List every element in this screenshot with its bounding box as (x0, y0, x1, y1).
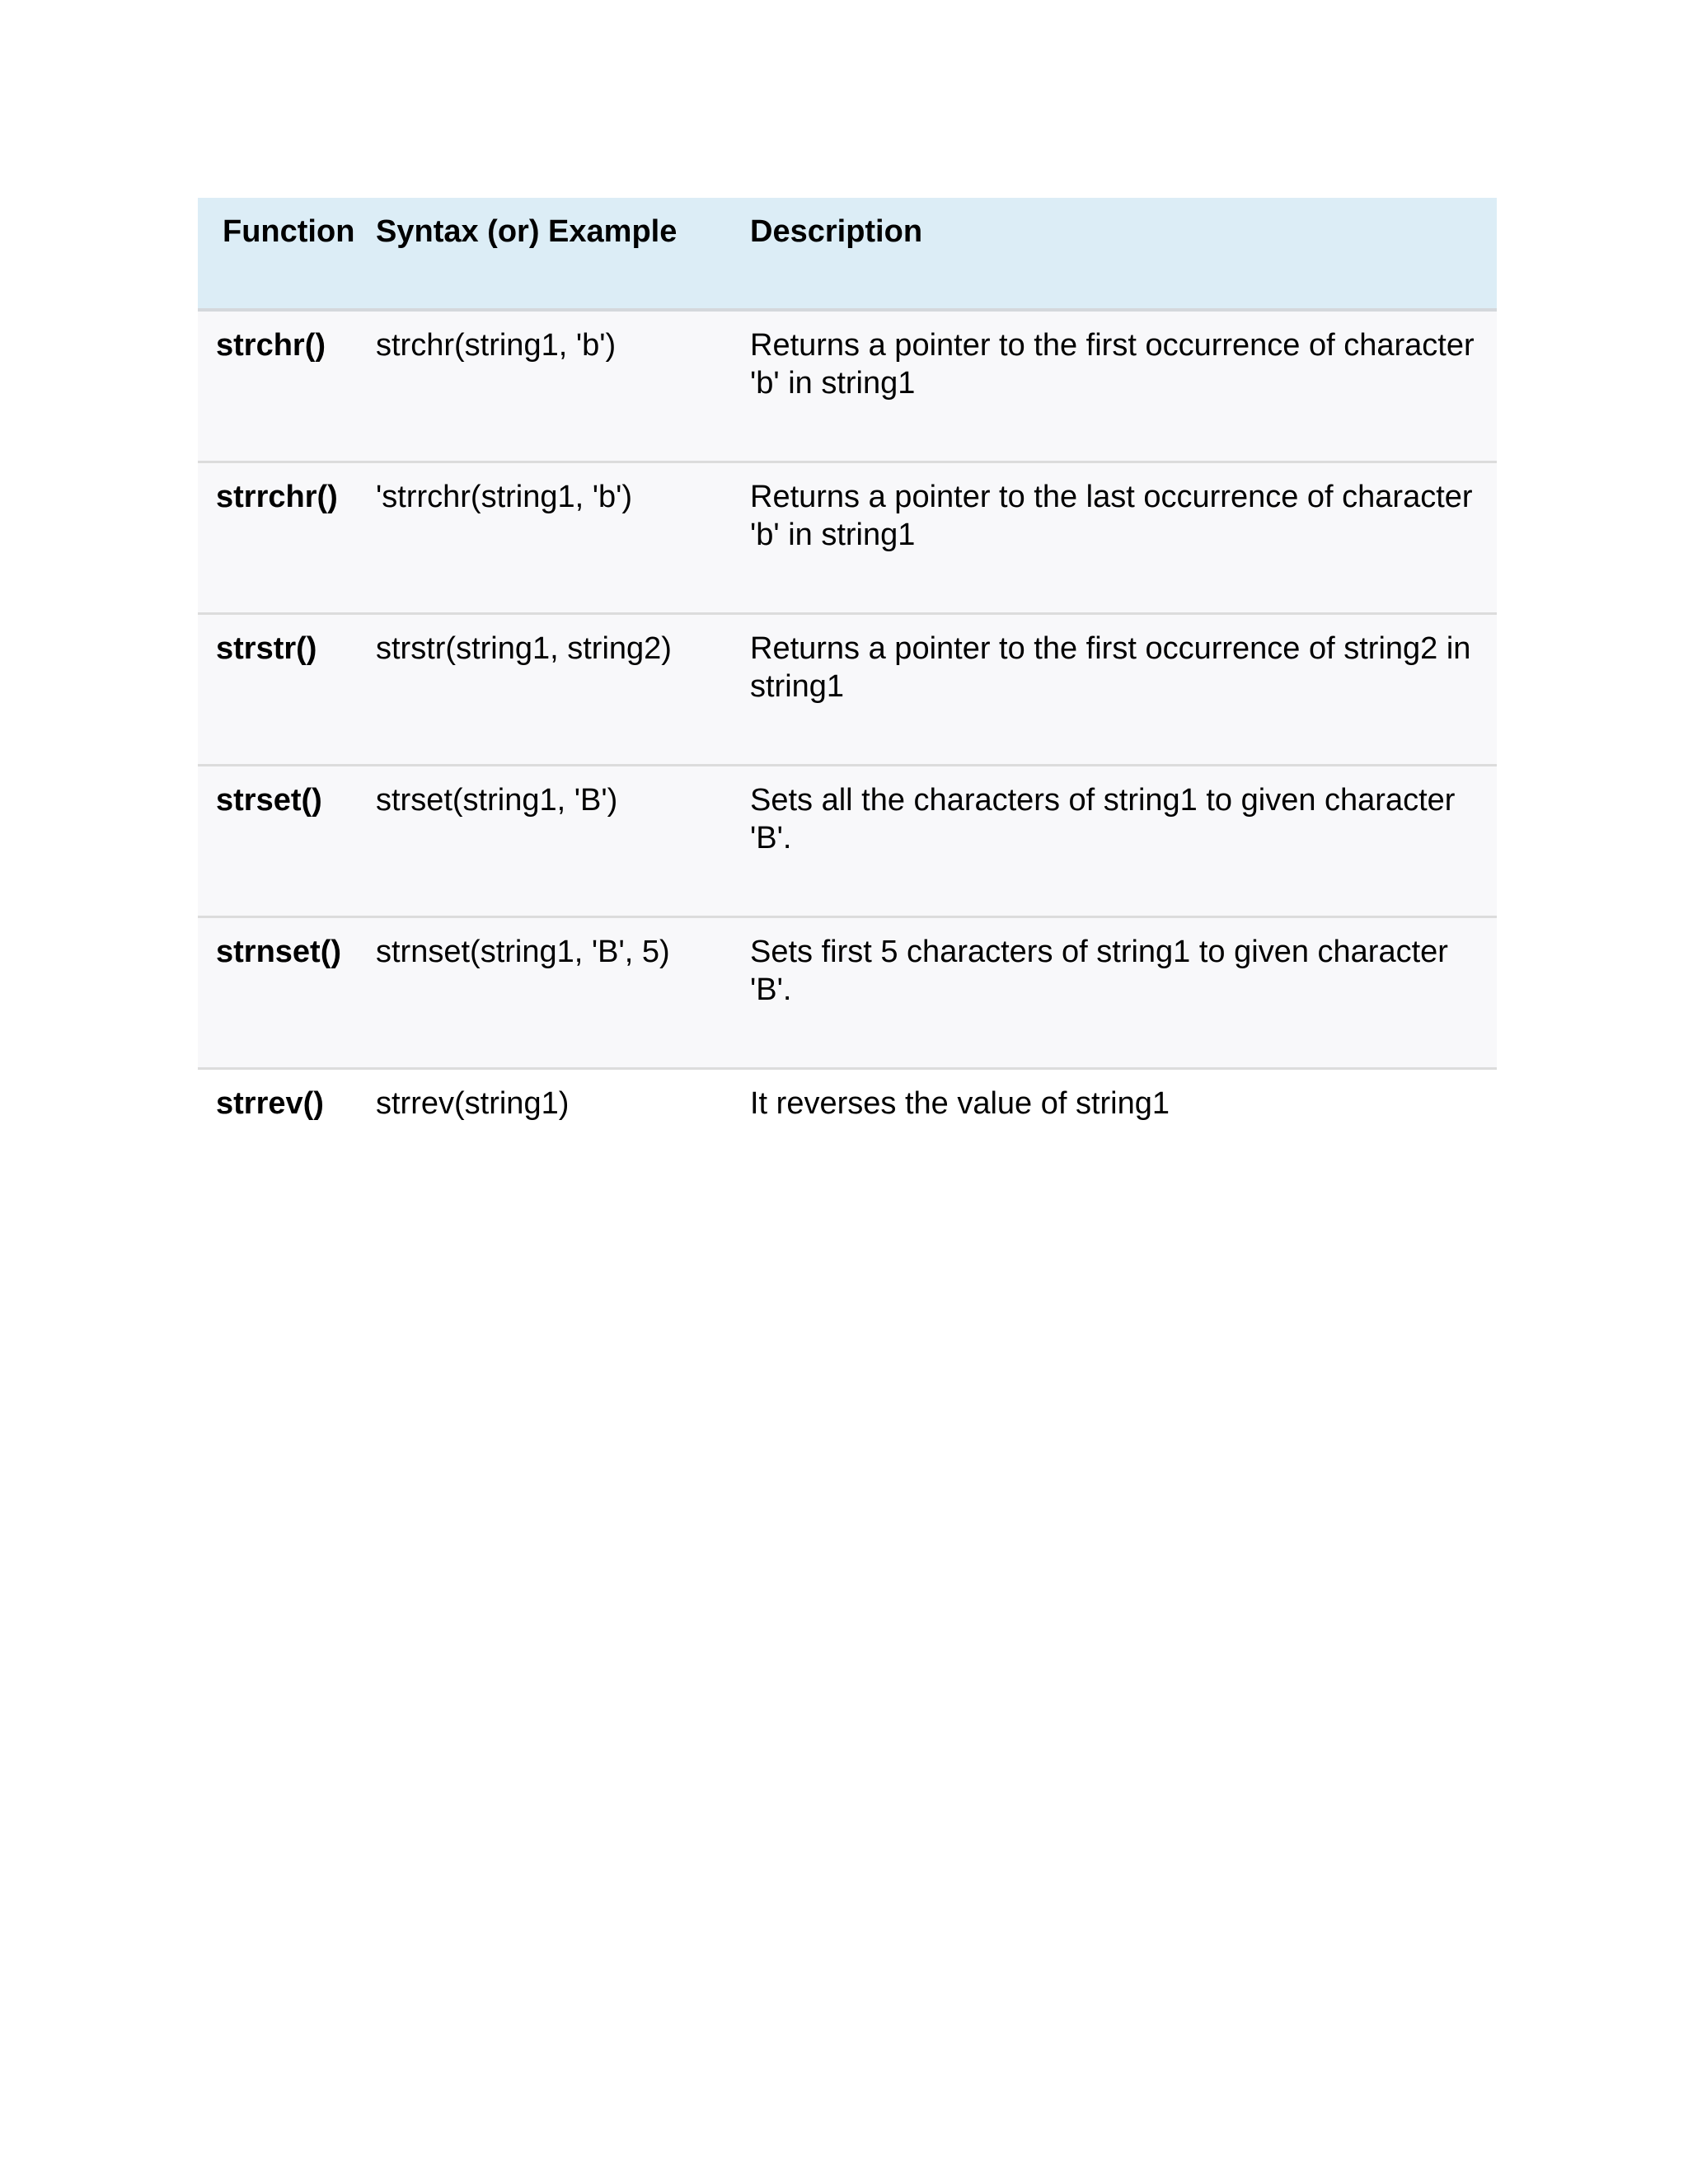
table-row (198, 1068, 1497, 1142)
string-functions-table (198, 198, 1497, 1142)
function-description: Sets all the characters of string1 to given character 'B'. (747, 765, 1497, 916)
table-body (198, 310, 1497, 1142)
function-description: It reverses the value of string1 (747, 1068, 1497, 1142)
table-row (198, 765, 1497, 916)
table-row (198, 462, 1497, 613)
function-name: strchr() (198, 310, 373, 462)
function-name: strnset() (198, 916, 373, 1068)
function-syntax: strnset(string1, 'B', 5) (373, 916, 747, 1068)
header-syntax: Syntax (or) Example (373, 198, 747, 310)
function-syntax: strrev(string1) (373, 1068, 747, 1142)
function-name: strrev() (198, 1068, 373, 1142)
function-name: strstr() (198, 613, 373, 765)
function-description: Returns a pointer to the last occurrence of character 'b' in string1 (747, 462, 1497, 613)
function-name: strrchr() (198, 462, 373, 613)
header-function: Function (198, 198, 373, 310)
function-syntax: strchr(string1, 'b') (373, 310, 747, 462)
function-name: strset() (198, 765, 373, 916)
function-syntax: 'strrchr(string1, 'b') (373, 462, 747, 613)
function-description: Returns a pointer to the first occurrence of string2 in string1 (747, 613, 1497, 765)
table-row (198, 613, 1497, 765)
function-description: Sets first 5 characters of string1 to given character 'B'. (747, 916, 1497, 1068)
function-syntax: strset(string1, 'B') (373, 765, 747, 916)
table-row (198, 916, 1497, 1068)
header-row (198, 198, 1497, 310)
function-syntax: strstr(string1, string2) (373, 613, 747, 765)
table-row (198, 310, 1497, 462)
header-description: Description (747, 198, 1497, 310)
table-header (198, 198, 1497, 310)
function-description: Returns a pointer to the first occurrence of character 'b' in string1 (747, 310, 1497, 462)
